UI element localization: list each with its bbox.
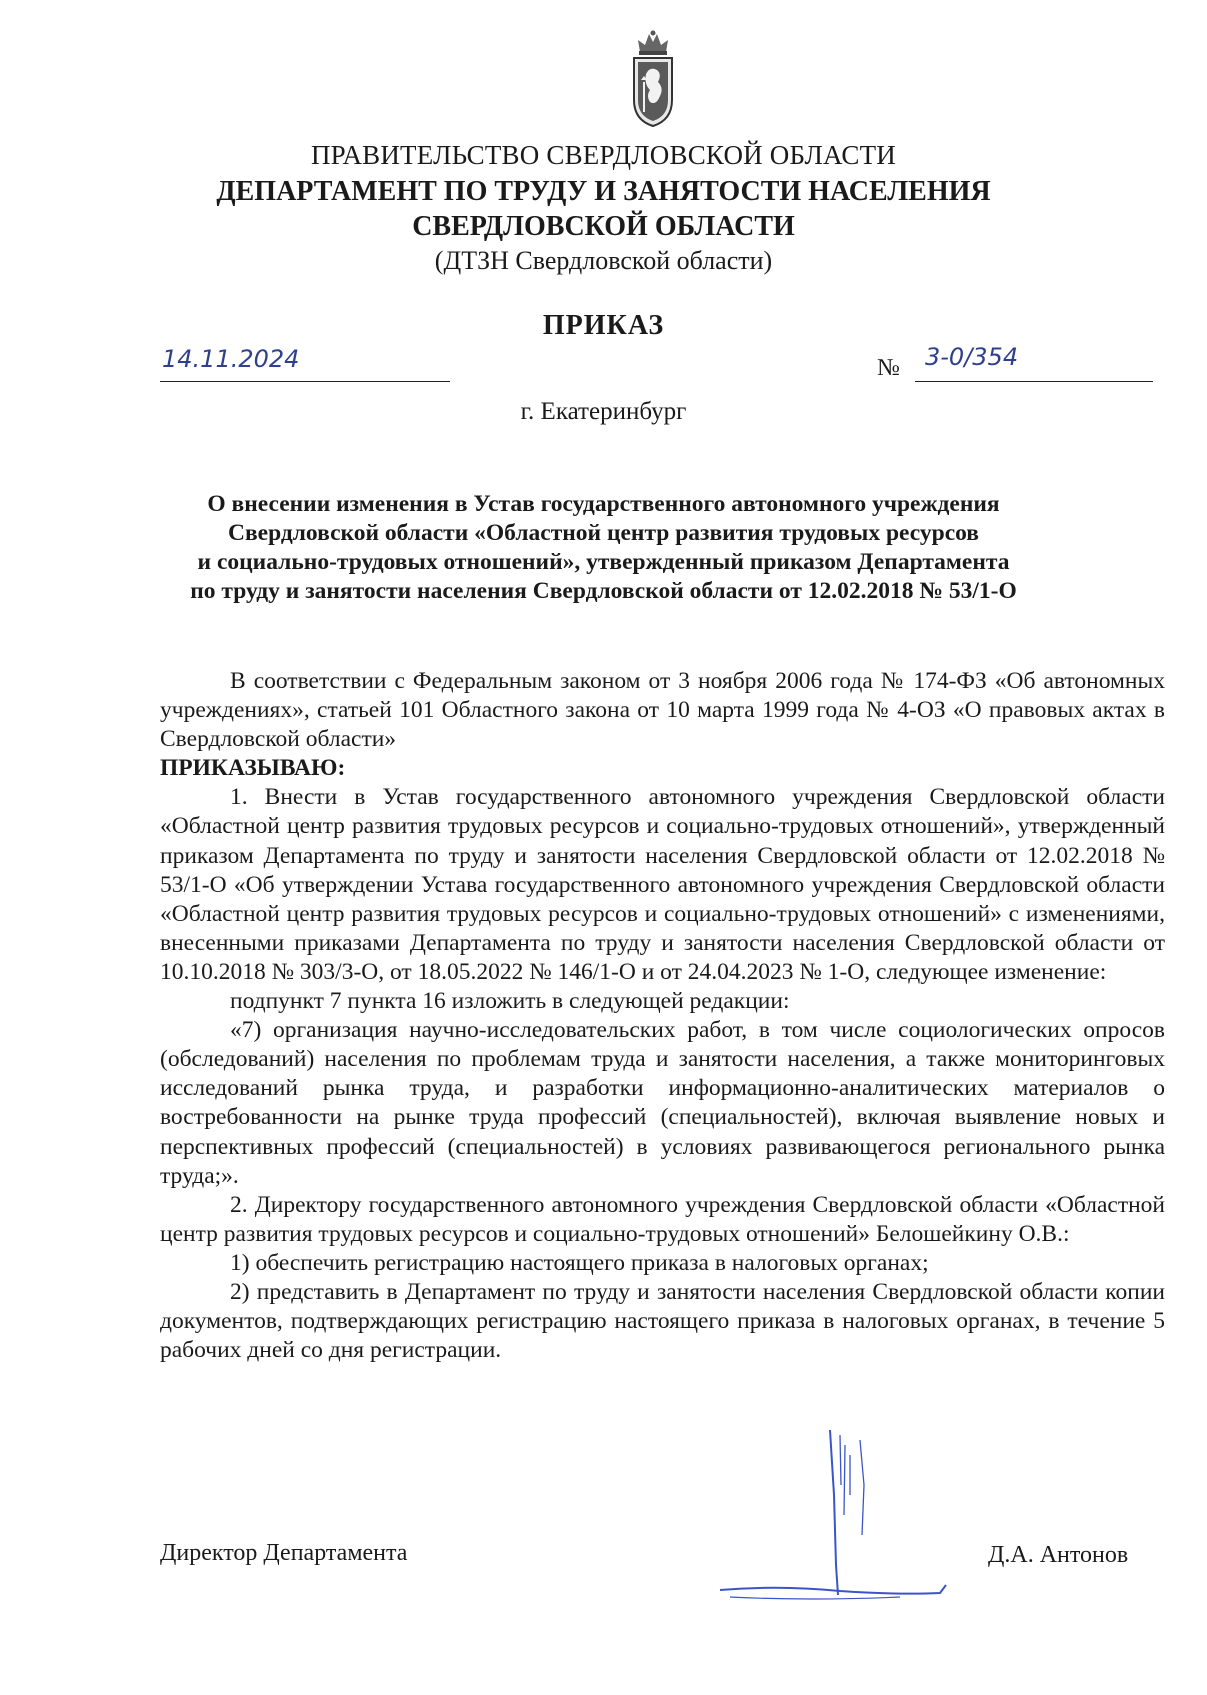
item-1: 1. Внести в Устав государственного автономного учреждения Свердловской области «Областной центр развития трудовых ресурсов и социально-трудовых отношений», утвержденный приказом Департамента по труду и занятости населения Свердловской области от 12.02.2018 № 53/1-О «Об утверждении Устава государственного автономного учреждения Свердловской области «Областной центр развития трудовых ресурсов и социально-трудовых отношений» с изменениями, внесенными приказами Департамента по труду и занятости населения Свердловской области от 10.10.2018 № 303/3-О, от 18.05.2022 № 146/1-О и от 24.04.2023 № 1-О, следующее изменение:: [160, 784, 1165, 985]
signer-name: Д.А. Антонов: [988, 1542, 1129, 1568]
coat-of-arms-icon: [630, 30, 676, 128]
document-body: [160, 667, 1165, 1365]
department-region: СВЕРДЛОВСКОЙ ОБЛАСТИ: [412, 211, 795, 242]
signature-mark-icon: [700, 1425, 970, 1625]
handwritten-number: 3-0/354: [925, 343, 1019, 371]
subject-line: по труду и занятости населения Свердловской области от 12.02.2018 № 53/1-О: [190, 578, 1017, 604]
department-abbreviation: (ДТЗН Свердловской области): [434, 246, 773, 275]
item-1-subclause: подпункт 7 пункта 16 изложить в следующей редакции:: [230, 988, 790, 1015]
date-field: [160, 345, 450, 382]
government-name: ПРАВИТЕЛЬСТВО СВЕРДЛОВСКОЙ ОБЛАСТИ: [310, 140, 897, 170]
preamble: В соответствии с Федеральным законом от 3 ноября 2006 года № 174-ФЗ «Об автономных учреждениях», статьей 101 Областного закона от 10 марта 1999 года № 4-ОЗ «О правовых актах в Свердловской области»: [160, 668, 1165, 753]
item-2-2: 2) представить в Департамент по труду и занятости населения Свердловской области копии документов, подтверждающих регистрацию настоящего приказа в налоговых органах, в течение 5 рабочих дней со дня регистрации.: [160, 1278, 1165, 1364]
city: г. Екатеринбург: [520, 398, 687, 425]
document-subject: [150, 490, 1057, 606]
number-label: №: [877, 355, 900, 381]
item-1-quote: «7) организация научно-исследовательских работ, в том числе социологических опросов (обследований) населения по проблемам труда и занятости населения, а также мониторинговых исследований рынка труда, и разработки информационно-аналитических материалов о востребованности на рынке труда профессий (специальностей), включая выявление новых и перспективных профессий (специальностей) в условиях развивающегося регионального рынка труда;».: [160, 1017, 1165, 1189]
item-2: 2. Директору государственного автономного учреждения Свердловской области «Областной центр развития трудовых ресурсов и социально-трудовых отношений» Белошейкину О.В.:: [160, 1191, 1165, 1247]
item-2-1: 1) обеспечить регистрацию настоящего приказа в налоговых органах;: [230, 1249, 929, 1276]
document-title: ПРИКАЗ: [542, 310, 665, 341]
order-word: ПРИКАЗЫВАЮ:: [160, 755, 346, 782]
number-field: [915, 343, 1153, 382]
subject-line: Свердловской области «Областной центр развития трудовых ресурсов: [228, 520, 979, 546]
department-name: ДЕПАРТАМЕНТ ПО ТРУДУ И ЗАНЯТОСТИ НАСЕЛЕНИЯ: [216, 176, 991, 207]
signer-position: Директор Департамента: [160, 1540, 408, 1566]
subject-line: О внесении изменения в Устав государственного автономного учреждения: [207, 491, 1000, 517]
subject-line: и социально-трудовых отношений», утвержденный приказом Департамента: [197, 549, 1010, 575]
handwritten-date: 14.11.2024: [162, 345, 300, 373]
